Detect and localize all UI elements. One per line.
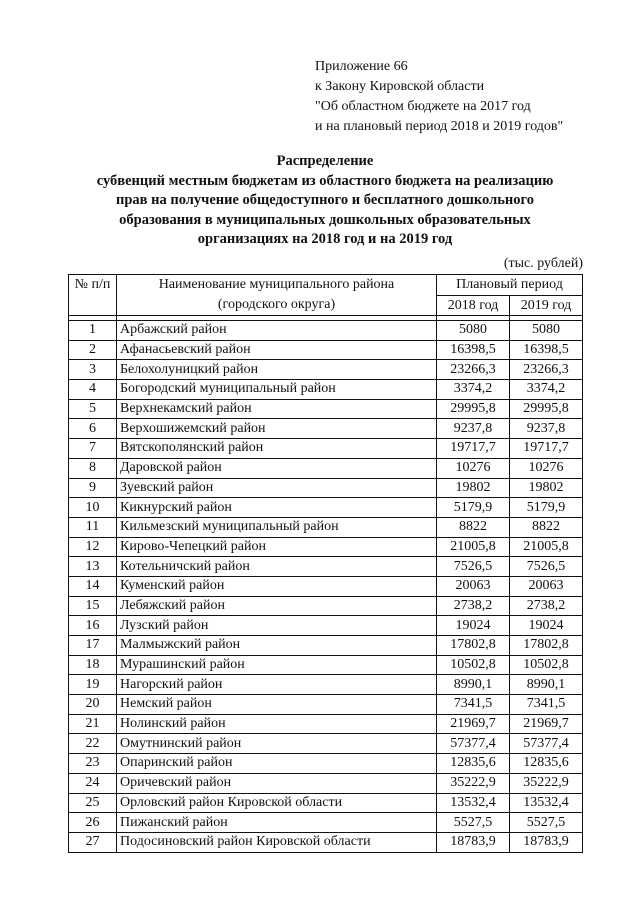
header-name <box>117 275 437 316</box>
row-number: 22 <box>69 734 117 754</box>
header-name-line1: Наименование муниципального района <box>158 277 395 292</box>
row-district-name: Верхнекамский район <box>117 399 437 419</box>
appendix-line: "Об областном бюджете на 2017 год <box>315 99 531 114</box>
title-line: организациях на 2018 год и на 2019 год <box>197 231 453 247</box>
row-value-2018: 17802,8 <box>437 636 510 656</box>
row-value-2018: 19717,7 <box>437 439 510 459</box>
table-row <box>69 419 583 439</box>
row-district-name: Белохолуницкий район <box>117 360 437 380</box>
row-value-2019: 2738,2 <box>510 596 583 616</box>
row-number: 7 <box>69 439 117 459</box>
row-value-2018: 23266,3 <box>437 360 510 380</box>
row-value-2018: 29995,8 <box>437 399 510 419</box>
row-district-name: Богородский муниципальный район <box>117 380 437 400</box>
row-value-2018: 13532,4 <box>437 793 510 813</box>
row-value-2018: 21005,8 <box>437 537 510 557</box>
table-row <box>69 695 583 715</box>
row-number: 16 <box>69 616 117 636</box>
row-district-name: Афанасьевский район <box>117 340 437 360</box>
row-district-name: Кикнурский район <box>117 498 437 518</box>
row-value-2019: 8822 <box>510 517 583 537</box>
table-row <box>69 340 583 360</box>
title-line: субвенций местным бюджетам из областного бюджета на реализацию <box>96 172 554 189</box>
row-district-name: Даровской район <box>117 458 437 478</box>
row-value-2018: 7341,5 <box>437 695 510 715</box>
table-row <box>69 773 583 793</box>
row-number: 18 <box>69 655 117 675</box>
table-header-row <box>69 275 583 296</box>
row-district-name: Зуевский район <box>117 478 437 498</box>
row-district-name: Кильмезский муниципальный район <box>117 517 437 537</box>
title-line: прав на получение общедоступного и бесплатного дошкольного <box>116 192 534 208</box>
row-number: 23 <box>69 754 117 774</box>
row-district-name: Куменский район <box>117 576 437 596</box>
row-number: 1 <box>69 321 117 341</box>
row-district-name: Малмыжский район <box>117 636 437 656</box>
row-district-name: Подосиновский район Кировской области <box>117 832 437 852</box>
row-value-2018: 18783,9 <box>437 832 510 852</box>
table-row <box>69 714 583 734</box>
row-district-name: Орловский район Кировской области <box>117 793 437 813</box>
appendix-line: и на плановый период 2018 и 2019 годов" <box>315 119 564 134</box>
row-district-name: Опаринский район <box>117 754 437 774</box>
row-value-2018: 10502,8 <box>437 655 510 675</box>
row-value-2019: 5080 <box>510 321 583 341</box>
row-number: 20 <box>69 695 117 715</box>
row-district-name: Котельничский район <box>117 557 437 577</box>
row-district-name: Мурашинский район <box>117 655 437 675</box>
row-value-2018: 57377,4 <box>437 734 510 754</box>
table-row <box>69 813 583 833</box>
row-district-name: Пижанский район <box>117 813 437 833</box>
row-value-2019: 29995,8 <box>510 399 583 419</box>
row-number: 2 <box>69 340 117 360</box>
row-number: 25 <box>69 793 117 813</box>
row-district-name: Омутнинский район <box>117 734 437 754</box>
table-row <box>69 399 583 419</box>
row-value-2019: 17802,8 <box>510 636 583 656</box>
row-value-2018: 20063 <box>437 576 510 596</box>
table-row <box>69 380 583 400</box>
units-label: (тыс. рублей) <box>503 256 583 271</box>
row-value-2018: 10276 <box>437 458 510 478</box>
row-number: 11 <box>69 517 117 537</box>
row-district-name: Лебяжский район <box>117 596 437 616</box>
row-value-2019: 12835,6 <box>510 754 583 774</box>
table-row <box>69 498 583 518</box>
row-value-2019: 21005,8 <box>510 537 583 557</box>
table-row <box>69 439 583 459</box>
row-value-2019: 21969,7 <box>510 714 583 734</box>
appendix-header <box>315 57 563 137</box>
subsidy-table <box>68 274 583 853</box>
row-value-2019: 10276 <box>510 458 583 478</box>
row-district-name: Вятскополянский район <box>117 439 437 459</box>
row-value-2019: 9237,8 <box>510 419 583 439</box>
header-number: № п/п <box>69 275 117 316</box>
row-value-2018: 35222,9 <box>437 773 510 793</box>
row-value-2019: 5527,5 <box>510 813 583 833</box>
table-row <box>69 636 583 656</box>
document-title <box>60 152 590 250</box>
row-value-2019: 20063 <box>510 576 583 596</box>
appendix-line: Приложение 66 <box>315 59 408 74</box>
row-value-2019: 23266,3 <box>510 360 583 380</box>
row-value-2018: 8822 <box>437 517 510 537</box>
row-number: 12 <box>69 537 117 557</box>
row-value-2018: 12835,6 <box>437 754 510 774</box>
row-value-2019: 19717,7 <box>510 439 583 459</box>
row-value-2019: 19802 <box>510 478 583 498</box>
row-number: 9 <box>69 478 117 498</box>
row-number: 14 <box>69 576 117 596</box>
header-name-line2: (городского округа) <box>217 297 336 312</box>
row-value-2018: 5080 <box>437 321 510 341</box>
row-value-2018: 19024 <box>437 616 510 636</box>
row-value-2019: 5179,9 <box>510 498 583 518</box>
row-value-2018: 7526,5 <box>437 557 510 577</box>
row-number: 21 <box>69 714 117 734</box>
table-row <box>69 321 583 341</box>
row-number: 10 <box>69 498 117 518</box>
table-row <box>69 793 583 813</box>
title-line: Распределение <box>276 153 374 169</box>
row-value-2018: 19802 <box>437 478 510 498</box>
row-district-name: Лузский район <box>117 616 437 636</box>
row-district-name: Кирово-Чепецкий район <box>117 537 437 557</box>
row-value-2018: 5179,9 <box>437 498 510 518</box>
row-value-2019: 8990,1 <box>510 675 583 695</box>
table-row <box>69 537 583 557</box>
row-number: 26 <box>69 813 117 833</box>
row-district-name: Арбажский район <box>117 321 437 341</box>
row-number: 6 <box>69 419 117 439</box>
row-value-2018: 8990,1 <box>437 675 510 695</box>
row-district-name: Нолинский район <box>117 714 437 734</box>
table-body <box>69 316 583 853</box>
row-number: 19 <box>69 675 117 695</box>
row-value-2018: 2738,2 <box>437 596 510 616</box>
row-value-2019: 18783,9 <box>510 832 583 852</box>
row-value-2019: 16398,5 <box>510 340 583 360</box>
row-number: 17 <box>69 636 117 656</box>
row-value-2019: 10502,8 <box>510 655 583 675</box>
table-row <box>69 517 583 537</box>
row-value-2019: 3374,2 <box>510 380 583 400</box>
row-value-2018: 9237,8 <box>437 419 510 439</box>
row-number: 5 <box>69 399 117 419</box>
table-row <box>69 734 583 754</box>
row-value-2019: 7526,5 <box>510 557 583 577</box>
row-district-name: Оричевский район <box>117 773 437 793</box>
row-value-2019: 19024 <box>510 616 583 636</box>
header-year-2018: 2018 год <box>437 295 510 316</box>
title-line: образования в муниципальных дошкольных образовательных <box>119 211 531 228</box>
table-row <box>69 655 583 675</box>
appendix-line: к Закону Кировской области <box>315 79 485 94</box>
row-number: 15 <box>69 596 117 616</box>
row-number: 3 <box>69 360 117 380</box>
table-row <box>69 360 583 380</box>
table-row <box>69 675 583 695</box>
row-value-2019: 57377,4 <box>510 734 583 754</box>
row-number: 13 <box>69 557 117 577</box>
row-district-name: Немский район <box>117 695 437 715</box>
row-value-2019: 13532,4 <box>510 793 583 813</box>
row-number: 4 <box>69 380 117 400</box>
row-number: 8 <box>69 458 117 478</box>
table-row <box>69 458 583 478</box>
row-value-2018: 16398,5 <box>437 340 510 360</box>
table-row <box>69 616 583 636</box>
header-year-2019: 2019 год <box>510 295 583 316</box>
row-value-2019: 35222,9 <box>510 773 583 793</box>
table-row <box>69 754 583 774</box>
row-district-name: Нагорский район <box>117 675 437 695</box>
header-planned-period: Плановый период <box>437 275 583 296</box>
table-row <box>69 832 583 852</box>
row-value-2019: 7341,5 <box>510 695 583 715</box>
row-number: 24 <box>69 773 117 793</box>
row-value-2018: 3374,2 <box>437 380 510 400</box>
row-number: 27 <box>69 832 117 852</box>
table-row <box>69 478 583 498</box>
row-value-2018: 5527,5 <box>437 813 510 833</box>
table-row <box>69 576 583 596</box>
row-district-name: Верхошижемский район <box>117 419 437 439</box>
table-row <box>69 596 583 616</box>
row-value-2018: 21969,7 <box>437 714 510 734</box>
table-row <box>69 557 583 577</box>
